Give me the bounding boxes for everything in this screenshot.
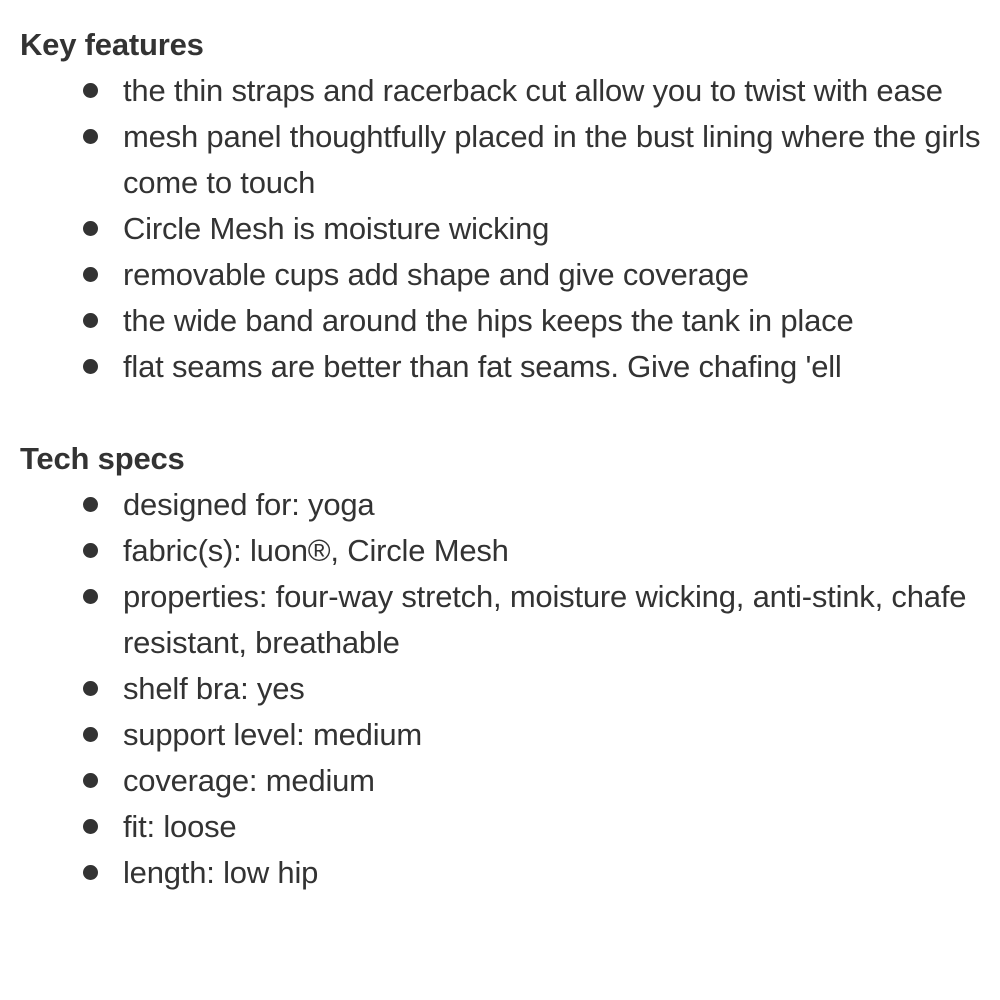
bullet-icon [83,589,98,604]
tech-spec-item [20,666,985,712]
bullet-icon [83,129,98,144]
tech-spec-text: properties: four-way stretch, moisture wicking, anti-stink, chafe resistant, breathable [123,579,967,660]
key-feature-item [20,68,985,114]
bullet-icon [83,543,98,558]
bullet-icon [83,819,98,834]
tech-spec-item [20,804,985,850]
bullet-icon [83,681,98,696]
bullet-icon [83,313,98,328]
tech-spec-item [20,574,985,666]
tech-spec-text: fabric(s): luon®, Circle Mesh [123,533,509,568]
tech-specs-heading: Tech specs [20,441,185,476]
key-feature-item [20,344,985,390]
tech-specs-list [20,482,985,896]
tech-spec-item [20,528,985,574]
tech-spec-text: fit: loose [123,809,237,844]
key-features-list [20,68,985,390]
key-feature-text: the thin straps and racerback cut allow you to twist with ease [123,73,943,108]
key-feature-item [20,298,985,344]
tech-spec-text: support level: medium [123,717,423,752]
key-feature-item [20,114,985,206]
tech-spec-item [20,758,985,804]
key-feature-item [20,252,985,298]
key-feature-text: mesh panel thoughtfully placed in the bust lining where the girls come to touch [123,119,981,200]
product-details [20,22,985,896]
key-features-heading: Key features [20,27,204,62]
tech-spec-item [20,850,985,896]
key-feature-text: the wide band around the hips keeps the tank in place [123,303,854,338]
tech-spec-text: length: low hip [123,855,319,890]
key-feature-text: removable cups add shape and give coverage [123,257,749,292]
bullet-icon [83,727,98,742]
tech-spec-item [20,482,985,528]
bullet-icon [83,267,98,282]
tech-spec-item [20,712,985,758]
bullet-icon [83,497,98,512]
bullet-icon [83,865,98,880]
key-feature-text: flat seams are better than fat seams. Give chafing 'ell [123,349,842,384]
bullet-icon [83,83,98,98]
tech-spec-text: coverage: medium [123,763,375,798]
bullet-icon [83,221,98,236]
bullet-icon [83,773,98,788]
tech-spec-text: designed for: yoga [123,487,375,522]
key-feature-item [20,206,985,252]
bullet-icon [83,359,98,374]
key-feature-text: Circle Mesh is moisture wicking [123,211,550,246]
tech-spec-text: shelf bra: yes [123,671,305,706]
section-spacer [20,390,985,436]
